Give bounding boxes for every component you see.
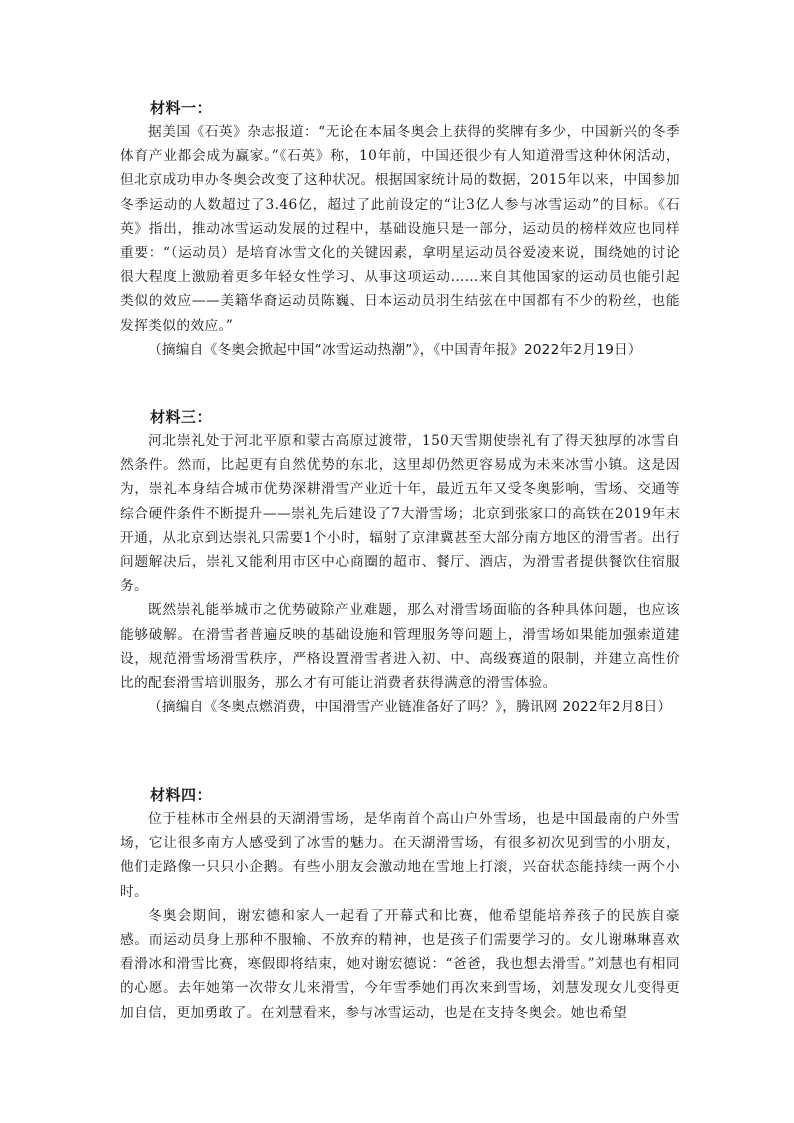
material-three-paragraph-2: 既然崇礼能举城市之优势破除产业难题，那么对滑雪场面临的各种具体问题，也应该能够破解。在滑雪者普遍反映的基础设施和管理服务等问题上，滑雪场如果能加强索道建设，规范滑雪场滑雪秩序，严格设置滑雪者进入初、中、高级赛道的限制，并建立高性价比的配套滑雪培训服务，那么才有可能让消费者获得满意的滑雪体验。 — [120, 602, 680, 692]
material-four-heading: 材料四： — [150, 786, 213, 804]
material-one — [120, 96, 680, 362]
material-three-heading: 材料三： — [150, 408, 213, 426]
material-three — [120, 405, 680, 719]
material-three-paragraph-1: 河北崇礼处于河北平原和蒙古高原过渡带，150天雪期使崇礼有了得天独厚的冰雪自然条件。然而，比起更有自然优势的东北，这里却仍然更容易成为未来冰雪小镇。这是因为，崇礼本身结合城市优势深耕滑雪产业近十年，最近五年又受冬奥影响，雪场、交通等综合硬件条件不断提升——崇礼先后建设了7大滑雪场；北京到张家口的高铁在2019年末开通，从北京到达崇礼只需要1个小时，辐射了京津冀甚至大部分南方地区的滑雪者。出行问题解决后，崇礼又能利用市区中心商圈的超市、餐厅、酒店，为滑雪者提供餐饮住宿服务。 — [120, 433, 680, 595]
material-three-source: （摘编自《冬奥点燃消费，中国滑雪产业链准备好了吗？》，腾讯网 2022年2月8日） — [148, 699, 672, 716]
material-four-paragraph-2: 冬奥会期间，谢宏德和家人一起看了开幕式和比赛，他希望能培养孩子的民族自豪感。而运动员身上那种不服输、不放弃的精神，也是孩子们需要学习的。女儿谢琳琳喜欢看滑冰和滑雪比赛，寒假即将结束，她对谢宏德说：“爸爸，我也想去滑雪。”刘慧也有相同的心愿。去年她第一次带女儿来滑雪，今年雪季她们再次来到雪场，刘慧发现女儿变得更加自信，更加勇敢了。在刘慧看来，参与冰雪运动，也是在支持冬奥会。她也希望 — [120, 907, 680, 1021]
material-one-source: （摘编自《冬奥会掀起中国“冰雪运动热潮”》，《中国青年报》2022年2月19日） — [148, 341, 642, 358]
material-four — [120, 783, 680, 1025]
material-one-paragraph: 据美国《石英》杂志报道：“无论在本届冬奥会上获得的奖牌有多少，中国新兴的冬季体育产业都会成为赢家。”《石英》称，10年前，中国还很少有人知道滑雪这种休闲活动，但北京成功申办冬奥会改变了这种状况。根据国家统计局的数据，2015年以来，中国参加冬季运动的人数超过了3.46亿，超过了此前设定的“让3亿人参与冰雪运动”的目标。《石英》指出，推动冰雪运动发展的过程中，基础设施只是一部分，运动员的榜样效应也同样重要：“（运动员）是培育冰雪文化的关键因素，拿明星运动员谷爱凌来说，围绕她的讨论很大程度上激励着更多年轻女性学习、从事这项运动……来自其他国家的运动员也能引起类似的效应——美籍华裔运动员陈巍、日本运动员羽生结弦在中国都有不少的粉丝，也能发挥类似的效应。” — [120, 124, 680, 334]
material-one-heading: 材料一： — [150, 99, 213, 117]
material-four-paragraph-1: 位于桂林市全州县的天湖滑雪场，是华南首个高山户外雪场，也是中国最南的户外雪场，它让很多南方人感受到了冰雪的魅力。在天湖滑雪场，有很多初次见到雪的小朋友，他们走路像一只只小企鹅。有些小朋友会激动地在雪地上打滚，兴奋状态能持续一两个小时。 — [120, 811, 680, 900]
